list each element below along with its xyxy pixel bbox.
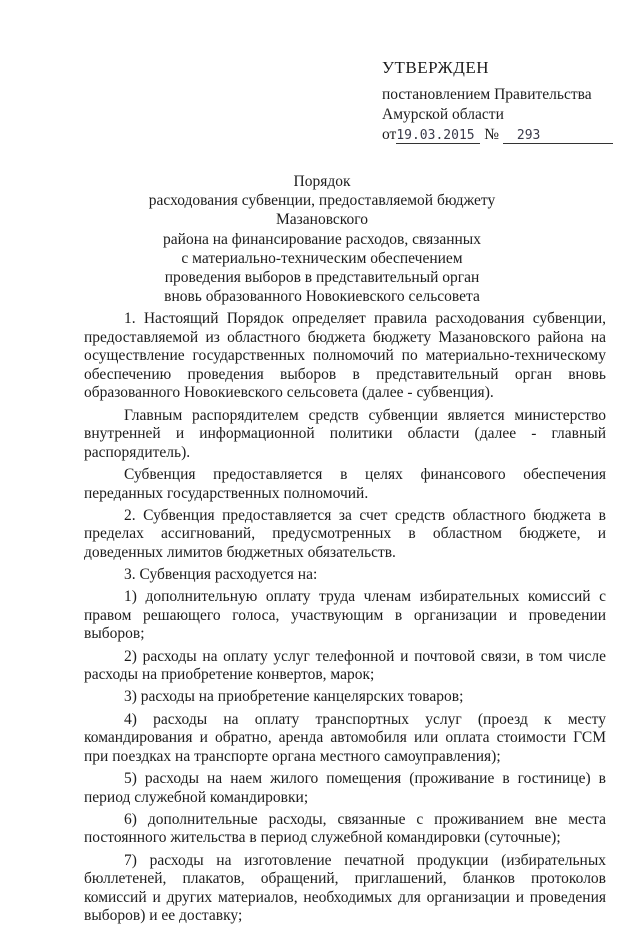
- approval-date-line: [382, 125, 613, 145]
- title-line: Порядок: [293, 173, 351, 190]
- approval-heading: УТВЕРЖДЕН: [382, 58, 489, 77]
- paragraph: 1) дополнительную оплату труда членам избирательных комиссий с правом решающего голоса, участвующим в организации и проведении выборов;: [84, 588, 606, 643]
- document-title: [120, 172, 524, 306]
- paragraph: 7) расходы на изготовление печатной продукции (избирательных бюллетеней, плакатов, обращений, приглашений, бланков протоколов комиссий и других материалов, необходимых для организации и проведения выборов) и ее доставку;: [84, 851, 606, 925]
- approval-date: 19.03.2015: [396, 129, 480, 144]
- approval-number: 293: [503, 129, 613, 144]
- paragraph: Главным распорядителем средств субвенции является министерство внутренней и информационной политики области (далее - главный распорядитель).: [84, 406, 606, 461]
- paragraph: 2) расходы на оплату услуг телефонной и почтовой связи, в том числе расходы на приобретение конвертов, марок;: [84, 647, 606, 684]
- paragraph: Субвенция предоставляется в целях финансового обеспечения переданных государственных полномочий.: [84, 465, 606, 502]
- document-body: [84, 310, 606, 930]
- title-line: вновь образованного Новокиевского сельсовета: [164, 288, 480, 306]
- approval-line-1: постановлением Правительства: [382, 86, 592, 103]
- paragraph: 1. Настоящий Порядок определяет правила расходования субвенции, предоставляемой из областного бюджета бюджету Мазановского района на осуществление государственных полномочий по материально-техническому обеспечению проведения выборов в представительный орган вновь образованного Новокиевского сельсовета (далее - субвенция).: [84, 310, 606, 402]
- number-label: №: [484, 126, 499, 143]
- title-line: расходования субвенции, предоставляемой бюджету Мазановского: [148, 192, 496, 229]
- from-label: от: [382, 126, 397, 143]
- paragraph: 2. Субвенция предоставляется за счет средств областного бюджета в пределах ассигнований, предусмотренных в областном бюджете, и доведенных лимитов бюджетных обязательств.: [84, 506, 606, 561]
- title-line: проведения выборов в представительный орган: [164, 269, 480, 287]
- approval-block: [382, 58, 613, 145]
- title-line: с материально-техническим обеспечением: [181, 249, 463, 267]
- paragraph: 4) расходы на оплату транспортных услуг (проезд к месту командирования и обратно, аренда автомобиля или оплата стоимости ГСМ при поездках на транспорте органа местного самоуправления);: [84, 710, 606, 765]
- title-line: района на финансирование расходов, связанных: [163, 230, 481, 248]
- approval-line-2: Амурской области: [382, 106, 504, 123]
- paragraph: 6) дополнительные расходы, связанные с проживанием вне места постоянного жительства в период служебной командировки (суточные);: [84, 810, 606, 847]
- paragraph: 3) расходы на приобретение канцелярских товаров;: [124, 688, 464, 706]
- paragraph: 3. Субвенция расходуется на:: [124, 566, 318, 584]
- paragraph: 5) расходы на наем жилого помещения (проживание в гостинице) в период служебной командировки;: [84, 770, 606, 806]
